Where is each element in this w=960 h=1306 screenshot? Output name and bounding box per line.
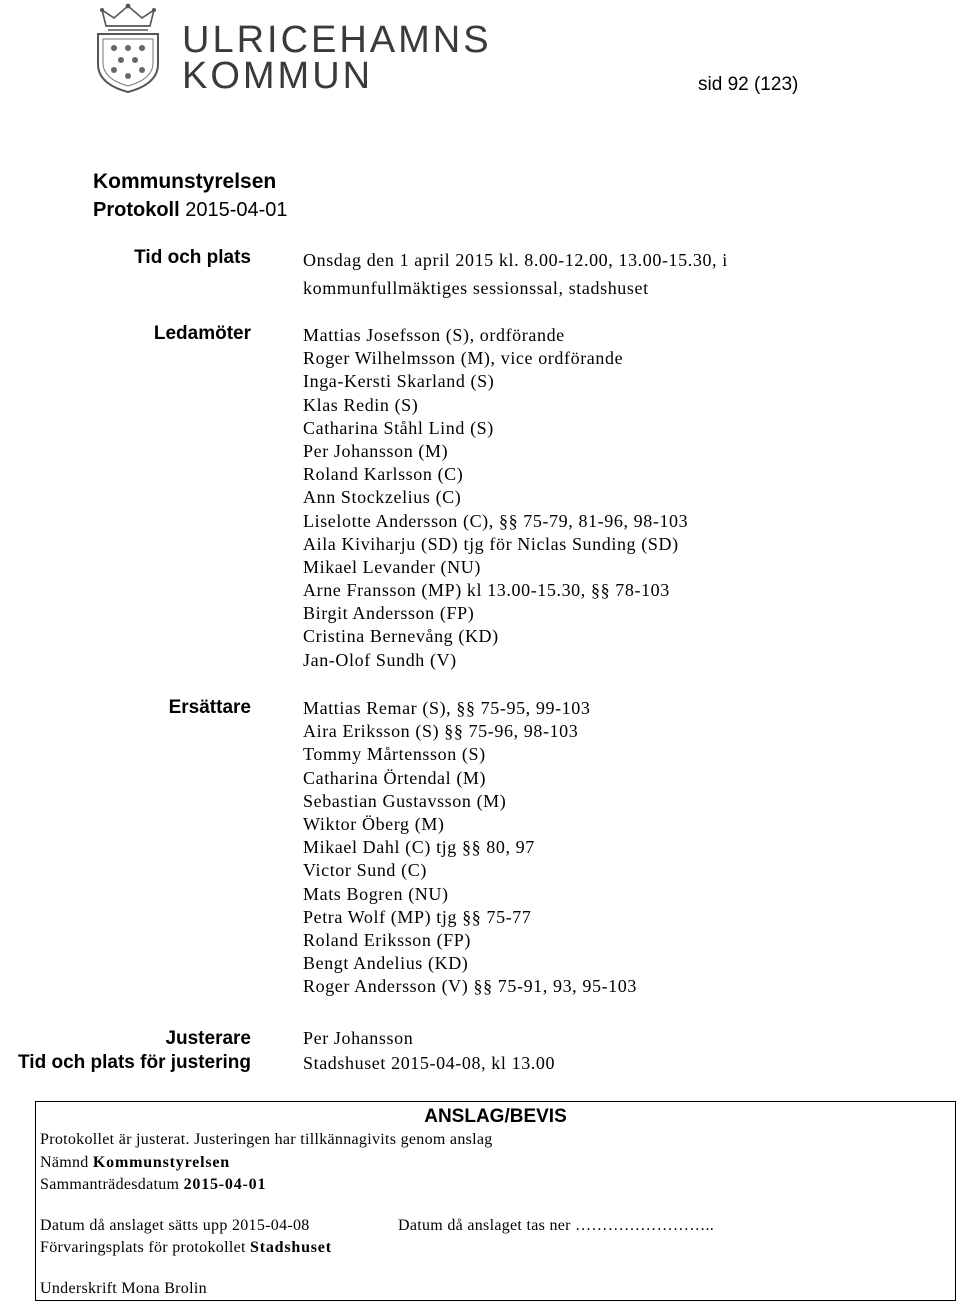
time-place-line: kommunfullmäktiges sessionssal, stadshuset [303,278,649,299]
notice-signature-line [40,1280,207,1298]
substitute-item: Mattias Remar (S), §§ 75-95, 99-103 [303,698,591,718]
protocol-heading [93,199,288,222]
member-item: Klas Redin (S) [303,394,419,415]
adjust-place-value: Stadshuset 2015-04-08, kl 13.00 [303,1053,556,1073]
posted-value: 2015-04-08 [231,1217,310,1234]
posted-label: Datum då anslaget sätts upp [40,1217,228,1234]
members-label: Ledamöter [153,323,251,344]
member-item: Liselotte Andersson (C), §§ 75-79, 81-96, 98-103 [303,510,689,531]
substitute-item: Catharina Örtendal (M) [303,767,487,788]
substitute-item: Roger Andersson (V) §§ 75-91, 93, 95-103 [303,976,637,997]
member-item: Mikael Levander (NU) [303,556,481,577]
signature-value: Mona Brolin [121,1280,207,1297]
board-label: Nämnd [40,1154,89,1171]
member-item: Aila Kiviharju (SD) tjg för Niclas Sunding (SD) [303,533,679,554]
substitute-item: Petra Wolf (MP) tjg §§ 75-77 [303,906,532,927]
storage-label: Förvaringsplats för protokollet [40,1239,246,1256]
signature-label: Underskrift [40,1280,118,1297]
notice-box [35,1101,956,1301]
time-place-label: Tid och plats [134,247,251,268]
substitute-item: Sebastian Gustavsson (M) [303,790,507,811]
member-item: Per Johansson (M) [303,440,449,461]
substitute-item: Roland Eriksson (FP) [303,929,472,950]
meeting-date-value: 2015-04-01 [183,1176,267,1193]
member-item: Mattias Josefsson (S), ordförande [303,325,565,345]
substitute-item: Aira Eriksson (S) §§ 75-96, 98-103 [303,721,579,742]
protocol-label: Protokoll [93,199,180,221]
substitute-item: Victor Sund (C) [303,860,427,881]
member-item: Inga-Kersti Skarland (S) [303,371,495,392]
storage-value: Stadshuset [250,1239,332,1256]
member-item: Arne Fransson (MP) kl 13.00-15.30, §§ 78-103 [303,580,670,601]
member-item: Catharina Ståhl Lind (S) [303,417,494,438]
protocol-date: 2015-04-01 [185,199,288,221]
substitute-item: Tommy Mårtensson (S) [303,744,486,765]
member-item: Jan-Olof Sundh (V) [303,649,457,670]
members-list [303,324,688,672]
time-place-line: Onsdag den 1 april 2015 kl. 8.00-12.00, 13.00-15.30, i [303,250,728,270]
notice-storage-line [40,1239,332,1257]
notice-board-line [40,1154,230,1172]
member-item: Ann Stockzelius (C) [303,487,462,508]
time-place-value [303,249,728,300]
adjuster-label: Justerare [165,1028,251,1049]
meeting-date-label: Sammanträdesdatum [40,1176,180,1193]
notice-title: ANSLAG/BEVIS [424,1106,567,1127]
adjust-place-label: Tid och plats för justering [18,1052,251,1073]
page-number: sid 92 (123) [698,74,799,95]
substitute-item: Wiktor Öberg (M) [303,813,445,834]
substitute-item: Mats Bogren (NU) [303,883,449,904]
substitutes-label: Ersättare [168,697,251,718]
member-item: Cristina Bernevång (KD) [303,626,499,647]
notice-meeting-date-line [40,1176,266,1194]
member-item: Birgit Andersson (FP) [303,603,475,624]
removed-label: Datum då anslaget tas ner [398,1217,571,1234]
member-item: Roger Wilhelmsson (M), vice ordförande [303,348,624,369]
member-item: Roland Karlsson (C) [303,464,464,485]
substitute-item: Bengt Andelius (KD) [303,953,469,974]
adjuster-value: Per Johansson [303,1028,414,1048]
substitutes-list [303,697,637,998]
removed-value: …………………….. [575,1217,715,1234]
board-value: Kommunstyrelsen [92,1154,230,1171]
logo-line-2: KOMMUN [182,55,374,97]
municipal-crest-logo [92,2,164,94]
logo-line-1: ULRICEHAMNS [182,19,492,61]
notice-posted-line [40,1217,310,1235]
municipality-name-logo [182,19,492,97]
substitute-item: Mikael Dahl (C) tjg §§ 80, 97 [303,837,535,858]
notice-removed-line [398,1217,714,1235]
notice-adjusted-line: Protokollet är justerat. Justeringen har tillkännagivits genom anslag [40,1131,493,1148]
committee-title: Kommunstyrelsen [93,170,277,193]
